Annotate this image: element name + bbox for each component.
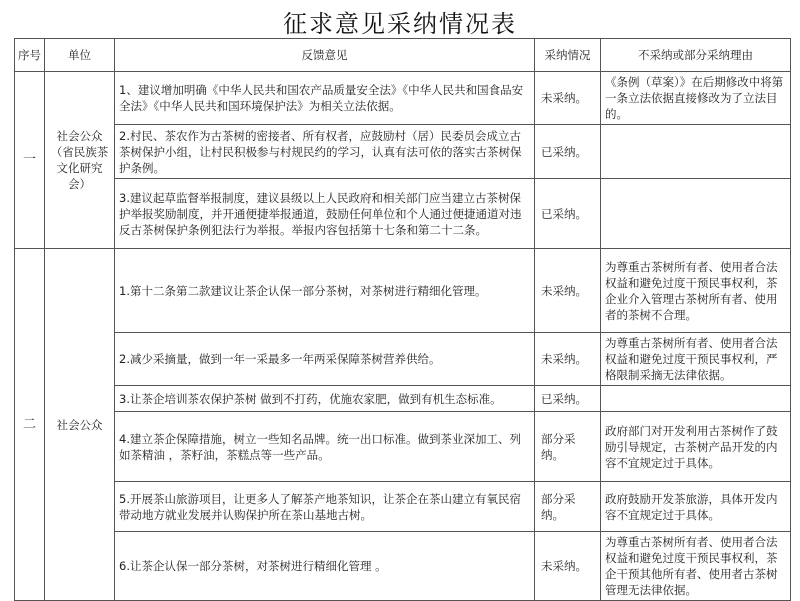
feedback-cell: 2.减少采摘量，做到一年一采最多一年两采保障茶树营养供给。	[115, 333, 535, 386]
table-row	[15, 482, 791, 532]
feedback-cell: 2.村民、茶农作为古茶树的密接者、所有权者，应鼓励村（居）民委员会成立古茶树保护小组，让村民积极参与村规民约的学习，认真有法可依的落实古茶树保护条例。	[115, 125, 535, 179]
reason-cell	[601, 125, 791, 179]
page-title: 征求意见采纳情况表	[283, 10, 517, 38]
header-status: 采纳情况	[535, 39, 601, 72]
feedback-cell: 1.第十二条第二款建议让茶企认保一部分茶树，对茶树进行精细化管理。	[115, 249, 535, 333]
table-row	[15, 412, 791, 482]
status-cell: 部分采纳。	[535, 412, 601, 482]
table-row	[15, 125, 791, 179]
status-cell: 未采纳。	[535, 72, 601, 125]
table-row	[15, 179, 791, 249]
reason-cell	[601, 179, 791, 249]
reason-cell	[601, 386, 791, 412]
feedback-cell: 3.建议起草监督举报制度，建议县级以上人民政府和相关部门应当建立古茶树保护举报奖励制度，并开通便捷举报通道，鼓励任何单位和个人通过便捷通道对违反古茶树保护条例犯法行为举报。举报内容包括第十七条和第二十二条。	[115, 179, 535, 249]
status-cell: 未采纳。	[535, 333, 601, 386]
table-row	[15, 333, 791, 386]
reason-cell: 为尊重古茶树所有者、使用者合法权益和避免过度干预民事权利，茶企干预其他所有者、使用者古茶树管理无法律依据。	[601, 532, 791, 601]
feedback-table	[14, 38, 791, 601]
feedback-cell: 1、建议增加明确《中华人民共和国农产品质量安全法》《中华人民共和国食品安全法》《中华人民共和国环境保护法》为相关立法依据。	[115, 72, 535, 125]
feedback-cell: 4.建立茶企保障措施，树立一些知名品牌。统一出口标准。做到茶业深加工、列如茶精油 ，茶籽油，茶糕点等一些产品。	[115, 412, 535, 482]
group-seq: 二	[15, 249, 45, 601]
status-cell: 已采纳。	[535, 125, 601, 179]
status-cell: 部分采纳。	[535, 482, 601, 532]
header-row	[15, 39, 791, 72]
status-cell: 已采纳。	[535, 386, 601, 412]
status-cell: 未采纳。	[535, 532, 601, 601]
reason-cell: 《条例（草案）》在后期修改中将第一条立法依据直接修改为了立法目的。	[601, 72, 791, 125]
header-reason: 不采纳或部分采纳理由	[601, 39, 791, 72]
group-seq: 一	[15, 72, 45, 249]
feedback-cell: 3.让茶企培训茶农保护茶树 做到不打药，优施农家肥，做到有机生态标准。	[115, 386, 535, 412]
table-row	[15, 72, 791, 125]
header-feedback: 反馈意见	[115, 39, 535, 72]
header-unit: 单位	[45, 39, 115, 72]
feedback-cell: 5.开展茶山旅游项目，让更多人了解茶产地茶知识，让茶企在茶山建立有氧民宿带动地方就业发展并认购保护所在茶山基地古树。	[115, 482, 535, 532]
table-row	[15, 532, 791, 601]
reason-cell: 为尊重古茶树所有者、使用者合法权益和避免过度干预民事权利，茶企业介入管理古茶树所有者、使用者的茶树不合理。	[601, 249, 791, 333]
reason-cell: 政府部门对开发利用古茶树作了鼓励引导规定，古茶树产品开发的内容不宜规定过于具体。	[601, 412, 791, 482]
table-row	[15, 386, 791, 412]
status-cell: 已采纳。	[535, 179, 601, 249]
reason-cell: 为尊重古茶树所有者、使用者合法权益和避免过度干预民事权利，严格限制采摘无法律依据。	[601, 333, 791, 386]
group-unit: 社会公众	[45, 249, 115, 601]
table-row	[15, 249, 791, 333]
header-seq: 序号	[15, 39, 45, 72]
group-unit: 社会公众（省民族茶文化研究会）	[45, 72, 115, 249]
status-cell: 未采纳。	[535, 249, 601, 333]
reason-cell: 政府鼓励开发茶旅游，具体开发内容不宜规定过于具体。	[601, 482, 791, 532]
feedback-cell: 6.让茶企认保一部分茶树，对茶树进行精细化管理 。	[115, 532, 535, 601]
